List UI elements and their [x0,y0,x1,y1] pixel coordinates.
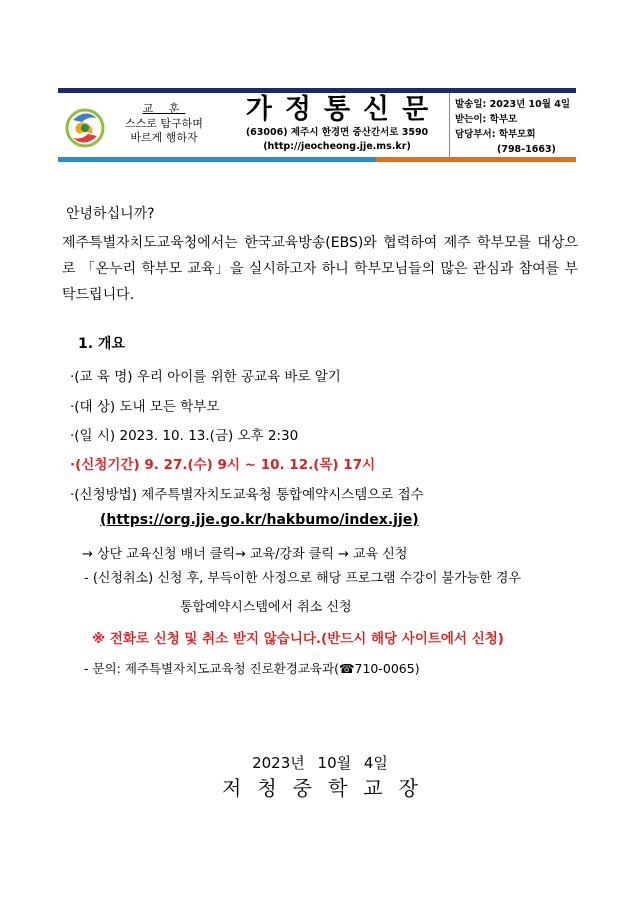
department-phone: (798-1663) [497,144,556,155]
item-target: ·(대 상) 도내 모든 학부모 [70,399,220,415]
apply-link[interactable]: (https://org.jje.go.kr/hakbumo/index.jje) [100,512,419,528]
item-datetime: ·(일 시) 2023. 10. 13.(금) 오후 2:30 [70,428,299,444]
section-title: 1. 개요 [78,336,125,352]
newsletter-title: 가정통신문 [245,94,442,125]
recipient: 받는이: 학부모 [455,114,518,125]
header-divider [449,93,450,157]
principal-signature: 저청중학교장 [222,776,434,800]
cancel-info-line-2: 통합예약시스템에서 취소 신청 [180,600,352,615]
item-apply-period: ·(신청기간) 9. 27.(수) 9시 ~ 10. 12.(목) 17시 [70,457,376,473]
newsletter-header [58,88,576,162]
motto-line-1: 스스로 탐구하며 [125,117,203,130]
greeting: 안녕하십니까? [66,206,155,222]
motto-title: 교 훈 [142,102,186,115]
header-bottom-bar-blue [58,157,376,162]
title-block [226,94,448,154]
motto-line-2: 바르게 행하자 [130,131,198,144]
school-website: (http://jeocheong.jje.ms.kr) [263,141,411,152]
intro-paragraph: 제주특별자치도교육청에서는 한국교육방송(EBS)와 협력하여 제주 학부모를 대상으로 「온누리 학부모 교육」을 실시하고자 하니 학부모님들의 많은 관심과 참여를 부탁드립니다. [62,235,578,303]
header-bottom-bar-orange [376,157,576,162]
item-apply-method: ·(신청방법) 제주특별자치도교육청 통합예약시스템으로 접수 [70,487,424,503]
school-motto [114,102,214,145]
issue-footer-date: 2023년 10월 4일 [252,754,388,772]
school-address: (63006) 제주시 한경면 중산간서로 3590 [245,127,429,138]
apply-steps: → 상단 교육신청 배너 클릭→ 교육/강좌 클릭 → 교육 신청 [82,547,408,562]
issue-date: 발송일: 2023년 10월 4일 [455,99,571,110]
school-logo-icon [64,106,106,150]
header-top-bar [58,88,576,93]
inquiry-contact: - 문의: 제주특별자치도교육청 진로환경교육과(☎710-0065) [84,661,420,676]
phone-notice: ※ 전화로 신청 및 취소 받지 않습니다.(반드시 해당 사이트에서 신청) [92,631,504,647]
department: 담당부서: 학부모회 [455,129,536,140]
item-program-name: ·(교 육 명) 우리 아이를 위한 공교육 바로 알기 [70,369,341,385]
cancel-info-line-1: - (신청취소) 신청 후, 부득이한 사정으로 해당 프로그램 수강이 불가능한 경우 [84,571,522,586]
issue-info [455,97,580,157]
